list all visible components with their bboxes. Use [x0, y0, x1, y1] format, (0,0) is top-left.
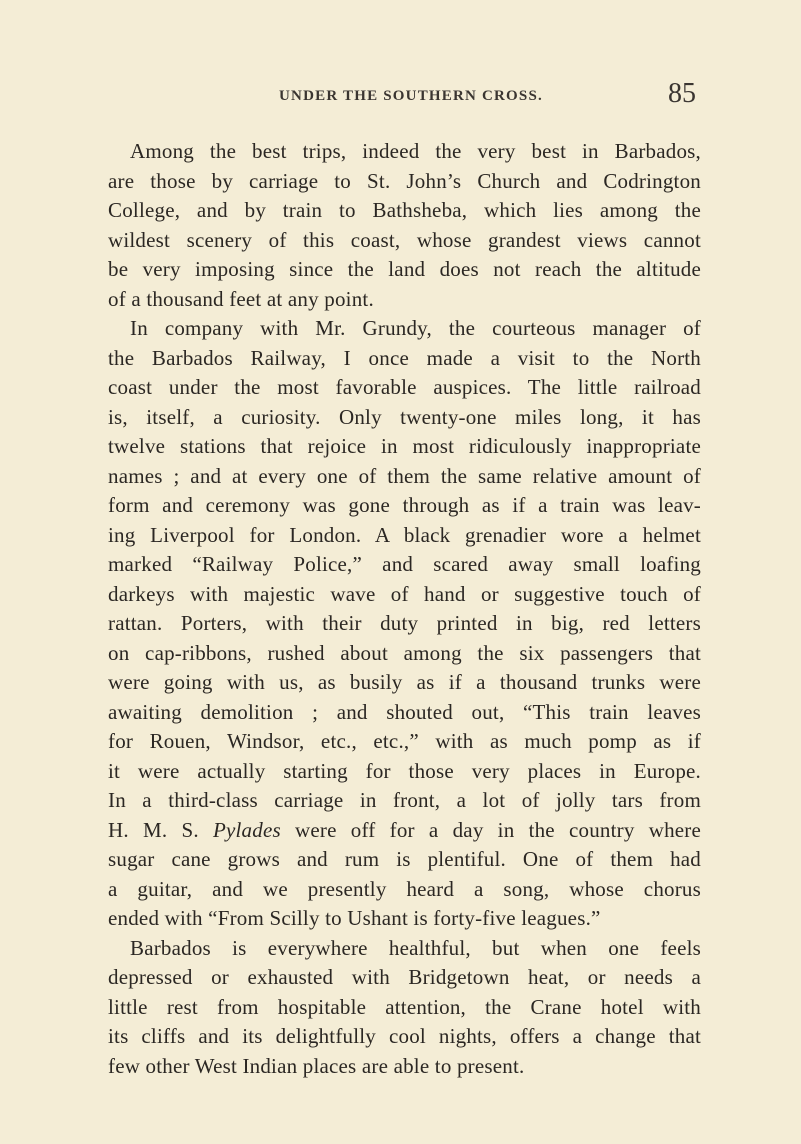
text-line: is, itself, a curiosity. Only twenty-one miles long, it has [108, 404, 701, 429]
text-line: it were actually starting for those very places in Europe. [108, 758, 701, 783]
text-line: coast under the most favorable auspices. The little railroad [108, 375, 701, 399]
text-line: its cliffs and its delightfully cool nights, offers a change that [108, 1024, 701, 1048]
body-text [108, 137, 701, 1081]
text-line: were going with us, as busily as if a thousand trunks were [108, 670, 701, 694]
text-line: names ; and at every one of them the same relative amount of [108, 463, 701, 488]
text-segment: were off for a day in the country where [295, 817, 702, 842]
text-line-with-ship-name [108, 816, 701, 846]
text-line: form and ceremony was gone through as if a train was leav- [108, 493, 701, 517]
text-segment: H. M. S. [108, 817, 199, 842]
text-line: twelve stations that rejoice in most ridiculously inappropriate [108, 434, 701, 458]
text-line: few other West Indian places are able to present. [108, 1053, 525, 1078]
text-line: marked “Railway Police,” and scared away small loafing [108, 552, 701, 576]
text-line: wildest scenery of this coast, whose grandest views cannot [108, 227, 701, 252]
text-line: Barbados is everywhere healthful, but when one feels [130, 935, 701, 960]
text-line: darkeys with majestic wave of hand or suggestive touch of [108, 581, 701, 606]
text-line: the Barbados Railway, I once made a visit to the North [108, 345, 701, 370]
text-line: for Rouen, Windsor, etc., etc.,” with as much pomp as if [108, 729, 701, 753]
text-line: College, and by train to Bathsheba, which lies among the [108, 198, 701, 222]
text-line: little rest from hospitable attention, the Crane hotel with [108, 994, 701, 1019]
text-line: a guitar, and we presently heard a song, whose chorus [108, 876, 701, 901]
text-line: ing Liverpool for London. A black grenadier wore a helmet [108, 522, 701, 547]
text-line: sugar cane grows and rum is plentiful. One of them had [108, 847, 701, 871]
page-number: 85 [668, 78, 696, 109]
text-line: depressed or exhausted with Bridgetown heat, or needs a [108, 965, 701, 989]
text-line: are those by carriage to St. John’s Church and Codrington [108, 168, 701, 193]
text-line: be very imposing since the land does not reach the altitude [108, 257, 701, 281]
text-line: Among the best trips, indeed the very best in Barbados, [130, 139, 701, 163]
text-line: rattan. Porters, with their duty printed in big, red letters [108, 611, 701, 635]
text-line: In company with Mr. Grundy, the courteous manager of [130, 316, 701, 340]
text-line: awaiting demolition ; and shouted out, “This train leaves [108, 699, 701, 724]
text-line: In a third-class carriage in front, a lot of jolly tars from [108, 788, 701, 812]
text-line: on cap-ribbons, rushed about among the six passengers that [108, 640, 701, 665]
text-line: of a thousand feet at any point. [108, 286, 374, 311]
text-line: ended with “From Scilly to Ushant is forty-five leagues.” [108, 906, 601, 930]
ship-name: Pylades [212, 817, 281, 842]
running-title: UNDER THE SOUTHERN CROSS. [279, 88, 543, 104]
